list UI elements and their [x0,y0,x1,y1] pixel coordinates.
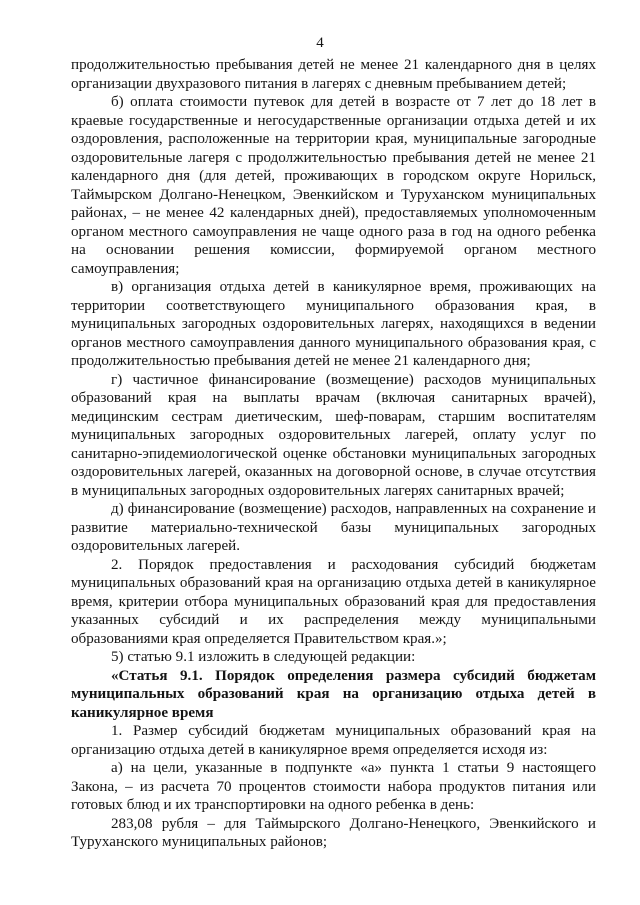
paragraph-amendment-5: 5) статью 9.1 изложить в следующей редакции: [111,649,416,665]
paragraph-item-v: в) организация отдыха детей в каникулярное время, проживающих на территории соответствующего муниципального образования края, в муниципальных загородных оздоровительных лагерях, находящихся в ведении органов местного самоуправления данного муниципального образования края, с продолжительностью пребывания детей не менее 21 календарного дня; [71,279,596,369]
paragraph-item-b: б) оплата стоимости путевок для детей в возрасте от 7 лет до 18 лет в краевые государственные и негосударственные организации отдыха детей и их оздоровления, расположенные на территории края, муниципальные загородные оздоровительные лагеря с продолжительностью пребывания детей не менее 21 календарного дня (для детей, проживающих в городском округе Норильск, Таймырском Долгано-Ненецком, Эвенкийском и Туруханском муниципальных районах, – не менее 42 календарных дней), предоставляемых уполномоченным органом местного самоуправления не чаще одного раза в год на одного ребенка на основании решения комиссии, формируемой органом местного самоуправления; [71,94,596,277]
paragraph-continuation: продолжительностью пребывания детей не менее 21 календарного дня в целях организации двухразового питания в лагерях с дневным пребыванием детей; [71,57,596,92]
paragraph-point-2: 2. Порядок предоставления и расходования субсидий бюджетам муниципальных образований края на организацию отдыха детей в каникулярное время, критерии отбора муниципальных образований края для предоставления указанных субсидий и их распределения между муниципальными образованиями края определяется Правительством края.»; [71,556,596,647]
paragraph-subpoint-a: а) на цели, указанные в подпункте «а» пункта 1 статьи 9 настоящего Закона, – из расчета 70 процентов стоимости набора продуктов питания или готовых блюд и их транспортировки на одного ребенка в день: [71,760,596,813]
page-number: 4 [316,35,324,51]
document-body [71,56,596,852]
paragraph-item-d: д) финансирование (возмещение) расходов, направленных на сохранение и развитие материально-технической базы муниципальных загородных оздоровительных лагерей. [71,501,596,554]
paragraph-rate: 283,08 рубля – для Таймырского Долгано-Ненецкого, Эвенкийского и Туруханского муниципальных районов; [71,815,596,850]
paragraph-article-point-1: 1. Размер субсидий бюджетам муниципальных образований края на организацию отдыха детей в каникулярное время определяется исходя из: [71,723,596,758]
paragraph-item-g: г) частичное финансирование (возмещение) расходов муниципальных образований края на выплаты врачам (включая санитарных врачей), медицинским сестрам диетическим, шеф-поварам, старшим воспитателям муниципальных загородных оздоровительных лагерей, оплату услуг по санитарно-эпидемиологической оценке обстановки муниципальных загородных оздоровительных лагерей, оказанных на договорной основе, в случае отсутствия в муниципальных загородных оздоровительных лагерях санитарных врачей; [71,371,596,499]
article-heading: «Статья 9.1. Порядок определения размера субсидий бюджетам муниципальных образований края на организацию отдыха детей в каникулярное время [71,667,596,721]
